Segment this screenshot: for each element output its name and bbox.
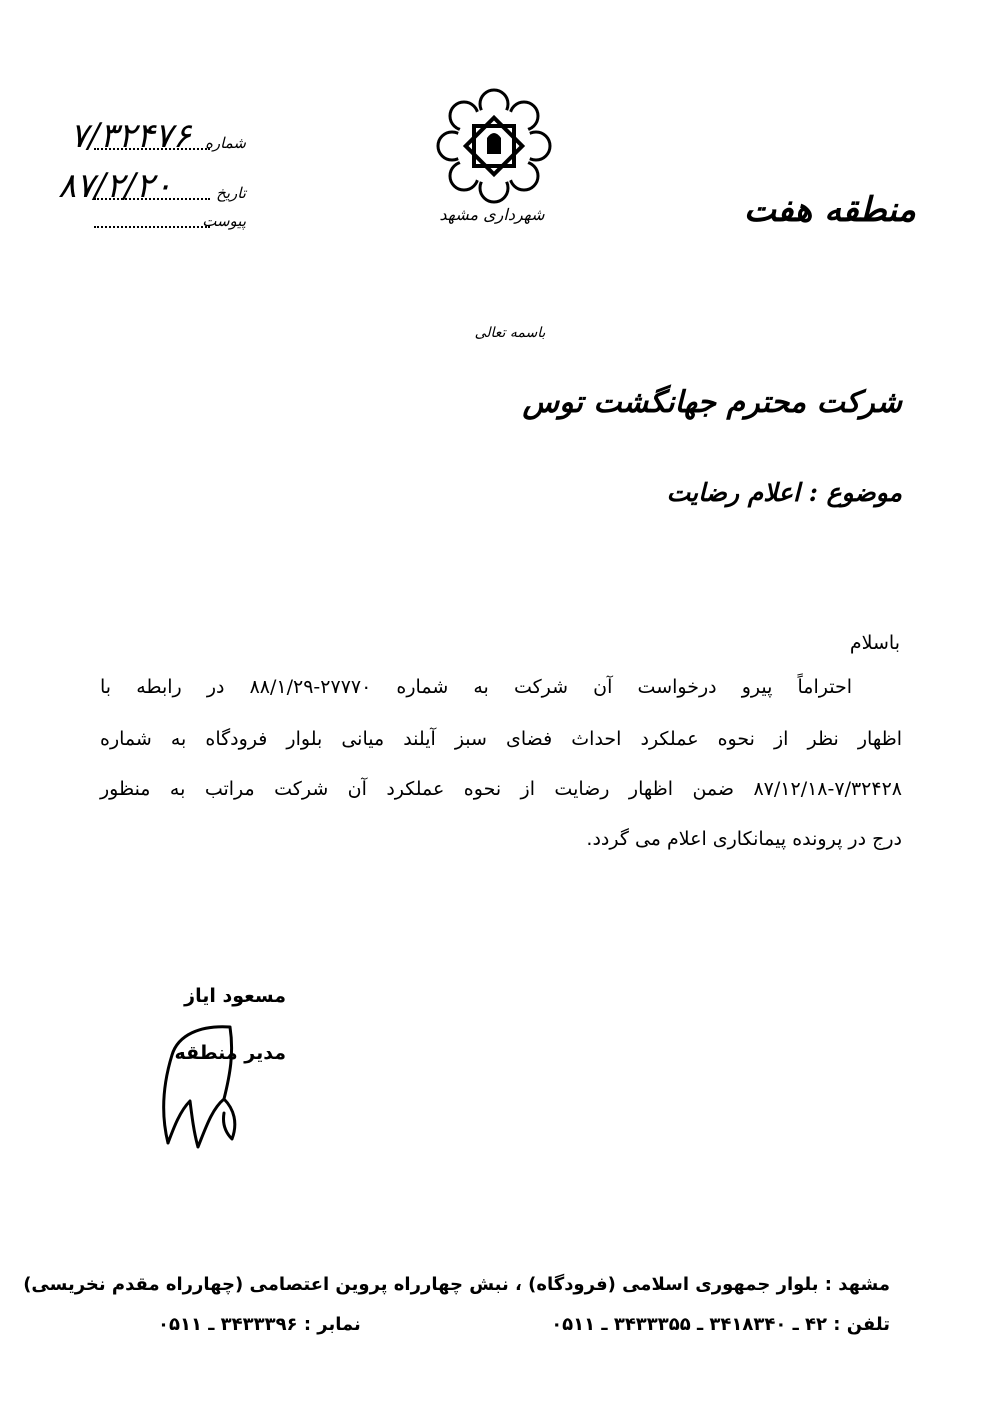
signer-title: مدیر منطقه — [174, 1042, 286, 1064]
recipient: شرکت محترم جهانگشت توس — [522, 385, 902, 420]
subject-line: موضوع : اعلام رضایت — [666, 478, 902, 507]
attachment-dotted-line — [94, 226, 210, 228]
basmala: باسمه تعالی — [474, 325, 546, 341]
number-value: ۷/۳۲۴۷۶ — [70, 116, 192, 156]
footer-fax: نمابر : ۳۴۳۳۳۹۶ ـ ۰۵۱۱ — [158, 1314, 361, 1335]
number-field — [50, 116, 260, 156]
greeting: باسلام — [849, 632, 900, 654]
date-label: تاریخ — [216, 184, 246, 202]
logo-emblem-icon — [432, 86, 557, 206]
body-line: اظهار نظر از نحوه عملکرد احداث فضای سبز آیلند میانی بلوار فرودگاه به شماره — [100, 728, 902, 750]
region-name: منطقه هفت — [743, 190, 916, 230]
body-line: احتراماً پیرو درخواست آن شرکت به شماره ۲۷۷۷۰-۸۸/۱/۲۹ در رابطه با — [100, 676, 852, 698]
attachment-label: پیوست — [202, 212, 246, 230]
signer-name: مسعود ایاز — [184, 985, 286, 1007]
number-label: شماره — [205, 134, 246, 152]
date-value: ۸۷/۲/۲۰ — [58, 166, 173, 206]
attachment-field — [50, 200, 260, 234]
body-line: درج در پرونده پیمانکاری اعلام می گردد. — [586, 828, 902, 850]
footer-phone: تلفن : ۴۲ ـ ۳۴۱۸۳۴۰ ـ ۳۴۳۳۳۵۵ ـ ۰۵۱۱ — [551, 1314, 890, 1335]
signature-icon — [150, 1015, 260, 1155]
logo-caption: شهرداری مشهد — [439, 205, 545, 224]
body-line: ۸۷/۱۲/۱۸-۷/۳۲۴۲۸ ضمن اظهار رضایت از نحوه عملکرد آن شرکت مراتب به منظور — [100, 778, 902, 800]
number-dotted-line — [94, 148, 210, 150]
footer-address: مشهد : بلوار جمهوری اسلامی (فرودگاه) ، نبش چهارراه پروین اعتصامی (چهارراه مقدم نخریسی) — [23, 1274, 890, 1295]
handwritten-signature — [150, 1015, 260, 1155]
